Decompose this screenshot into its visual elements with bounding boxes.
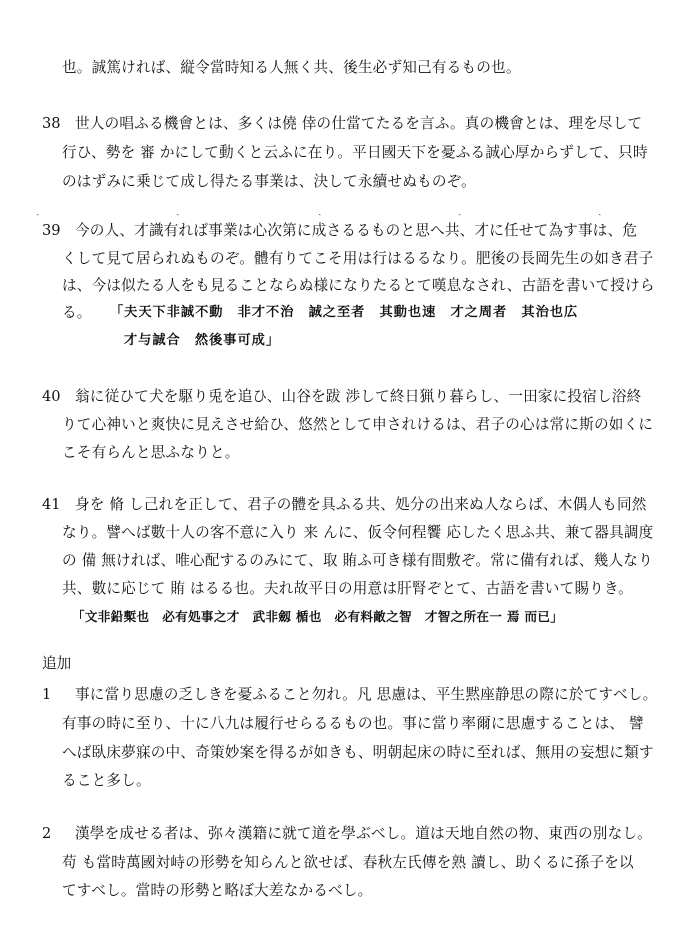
section-number: 38 bbox=[42, 115, 61, 132]
paragraph-line: 有事の時に至り、十に八九は履行せらるるもの也。事に當り率爾に思慮することは、 譬 bbox=[62, 715, 644, 732]
paragraph-line: 行ひ、勢を 審 かにして動くと云ふに在り。平日國天下を憂ふる誠心厚からずして、只時 bbox=[62, 144, 648, 161]
addendum-heading: 追加 bbox=[42, 655, 72, 672]
classical-quote-line: 「文非鉛槧也 必有処事之才 武非劔 楯也 必有料敵之智 才智之所在一 焉 而已」 bbox=[72, 609, 564, 624]
addendum-item-number: 2 bbox=[42, 825, 52, 842]
paragraph-line: 事に當り思慮の乏しきを憂ふること勿れ。凡 思慮は、平生黙座静思の際に於てすべし。 bbox=[75, 686, 658, 703]
scan-mark: ˎ bbox=[36, 205, 40, 216]
paragraph-line: てすべし。當時の形勢と略ぼ大差なかるべし。 bbox=[62, 882, 373, 899]
scan-mark: ˎ bbox=[318, 205, 322, 216]
paragraph-line: 今の人、才識有れば事業は心次第に成さるるものと思へ共、才に任せて為す事は、危 bbox=[75, 222, 638, 239]
paragraph-line: りて心神いと爽快に見えさせ給ひ、悠然として申されけるは、君子の心は常に斯の如くに bbox=[62, 416, 654, 433]
section-number: 41 bbox=[42, 496, 61, 513]
paragraph-line: ること多し。 bbox=[62, 772, 151, 789]
paragraph-line: のはずみに乗じて成し得たる事業は、決して永續せぬものぞ。 bbox=[62, 173, 476, 190]
paragraph-line: 世人の唱ふる機會とは、多くは僥 倖の仕當てたるを言ふ。真の機會とは、理を尽して bbox=[75, 115, 643, 132]
paragraph-line: 苟 も當時萬國対峙の形勢を知らんと欲せば、春秋左氏傳を熟 讀し、助くるに孫子を以 bbox=[62, 854, 634, 871]
paragraph-line: 翁に従ひて犬を駆り兎を追ひ、山谷を跋 渉して終日猟り暮らし、一田家に投宿し浴終 bbox=[75, 388, 642, 405]
addendum-item-number: 1 bbox=[42, 686, 52, 703]
scan-mark: ˎ bbox=[458, 205, 462, 216]
paragraph-line: 身を 脩 し己れを正して、君子の體を具ふる共、処分の出来ぬ人ならば、木偶人も同然 bbox=[75, 496, 647, 513]
classical-quote-line: 「夫天下非誠不動 非才不治 誠之至者 其動也速 才之周者 其治也広 bbox=[110, 305, 579, 320]
paragraph-line: こそ有らんと思ふなりと。 bbox=[62, 444, 240, 461]
paragraph-line: 漢學を成せる者は、弥々漢籍に就て道を學ぶべし。道は天地自然の物、東西の別なし。 bbox=[75, 825, 652, 842]
paragraph-line: くして見て居られぬものぞ。體有りてこそ用は行はるるなり。肥後の長岡先生の如き君子 bbox=[62, 250, 654, 267]
paragraph-line: る。 bbox=[62, 304, 92, 321]
scan-mark: ˎ bbox=[176, 205, 180, 216]
paragraph-line: へば臥床夢寐の中、奇策妙案を得るが如きも、明朝起床の時に至れば、無用の妄想に類す bbox=[62, 744, 654, 761]
paragraph-line: なり。譬へば數十人の客不意に入り 来 んに、仮令何程饗 応したく思ふ共、兼て器具調度 bbox=[62, 524, 654, 541]
paragraph-line: の 備 無ければ、唯心配するのみにて、取 賄ふ可き様有間敷ぞ。常に備有れば、幾人なり bbox=[62, 552, 653, 569]
classical-quote-line: 才与誠合 然後事可成」 bbox=[124, 333, 281, 348]
intro-line: 也。誠篤ければ、縦令當時知る人無く共、後生必ず知己有るもの也。 bbox=[62, 59, 521, 76]
paragraph-line: 共、數に応じて 賄 はるる也。夫れ故平日の用意は肝腎ぞとて、古語を書いて賜りき。 bbox=[62, 580, 633, 597]
paragraph-line: は、今は似たる人をも見ることならぬ様になりたるとて嘆息なされ、古語を書いて授けら bbox=[62, 277, 655, 294]
section-number: 39 bbox=[42, 222, 61, 239]
section-number: 40 bbox=[42, 388, 61, 405]
scan-mark: ˎ bbox=[598, 205, 602, 216]
